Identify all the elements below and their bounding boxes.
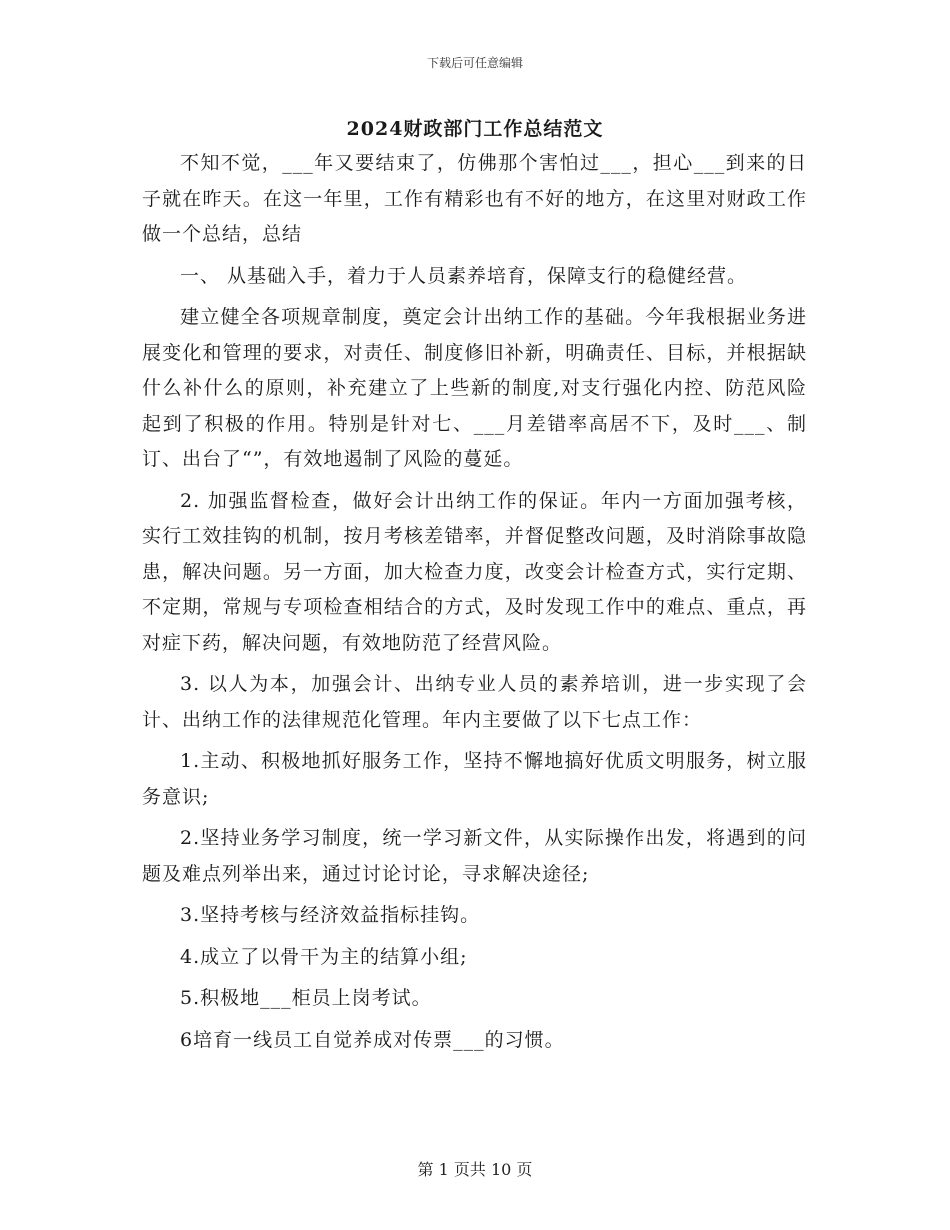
paragraph-intro: 不知不觉，___年又要结束了，仿佛那个害怕过___，担心___到来的日子就在昨天。在这一年里，工作有精彩也有不好的地方，在这里对财政工作做一个总结，总结 bbox=[142, 152, 807, 245]
document-title: 2024财政部门工作总结范文 bbox=[346, 118, 604, 140]
list-item-4: 4.成立了以骨干为主的结算小组; bbox=[180, 945, 468, 968]
page-footer: 第 1 页共 10 页 bbox=[417, 1160, 533, 1179]
list-item-1: 1.主动、积极地抓好服务工作，坚持不懈地搞好优质文明服务，树立服务意识; bbox=[142, 750, 807, 808]
paragraph-section-1-heading: 一、 从基础入手，着力于人员素养培育，保障支行的稳健经营。 bbox=[180, 264, 748, 287]
list-item-6: 6培育一线员工自觉养成对传票___的习惯。 bbox=[180, 1028, 565, 1051]
list-item-3: 3.坚持考核与经济效益指标挂钩。 bbox=[180, 904, 481, 926]
paragraph-regulations: 建立健全各项规章制度，奠定会计出纳工作的基础。今年我根据业务进展变化和管理的要求，对责任、制度修旧补新，明确责任、目标，并根据缺什么补什么的原则，补充建立了上些新的制度,对支行强化内控、防范风险起到了积极的作用。特别是针对七、___月差错率高居不下，及时___、制订、出台了“”，有效地遏制了风险的蔓延。 bbox=[142, 306, 807, 470]
list-item-5: 5.积极地___柜员上岗考试。 bbox=[180, 987, 432, 1009]
paragraph-training: 3. 以人为本，加强会计、出纳专业人员的素养培训，进一步实现了会计、出纳工作的法律规范化管理。年内主要做了以下七点工作： bbox=[142, 673, 807, 731]
header-note: 下载后可任意编辑 bbox=[426, 56, 523, 70]
paragraph-supervision: 2. 加强监督检查，做好会计出纳工作的保证。年内一方面加强考核，实行工效挂钩的机制，按月考核差错率，并督促整改问题，及时消除事故隐患，解决问题。另一方面，加大检查力度，改变会计检查方式，实行定期、不定期，常规与专项检查相结合的方式，及时发现工作中的难点、重点，再对症下药，解决问题，有效地防范了经营风险。 bbox=[142, 489, 807, 654]
document-body bbox=[142, 146, 807, 1058]
list-item-2: 2.坚持业务学习制度，统一学习新文件，从实际操作出发，将遇到的问题及难点列举出来，通过讨论讨论，寻求解决途径; bbox=[142, 827, 807, 885]
